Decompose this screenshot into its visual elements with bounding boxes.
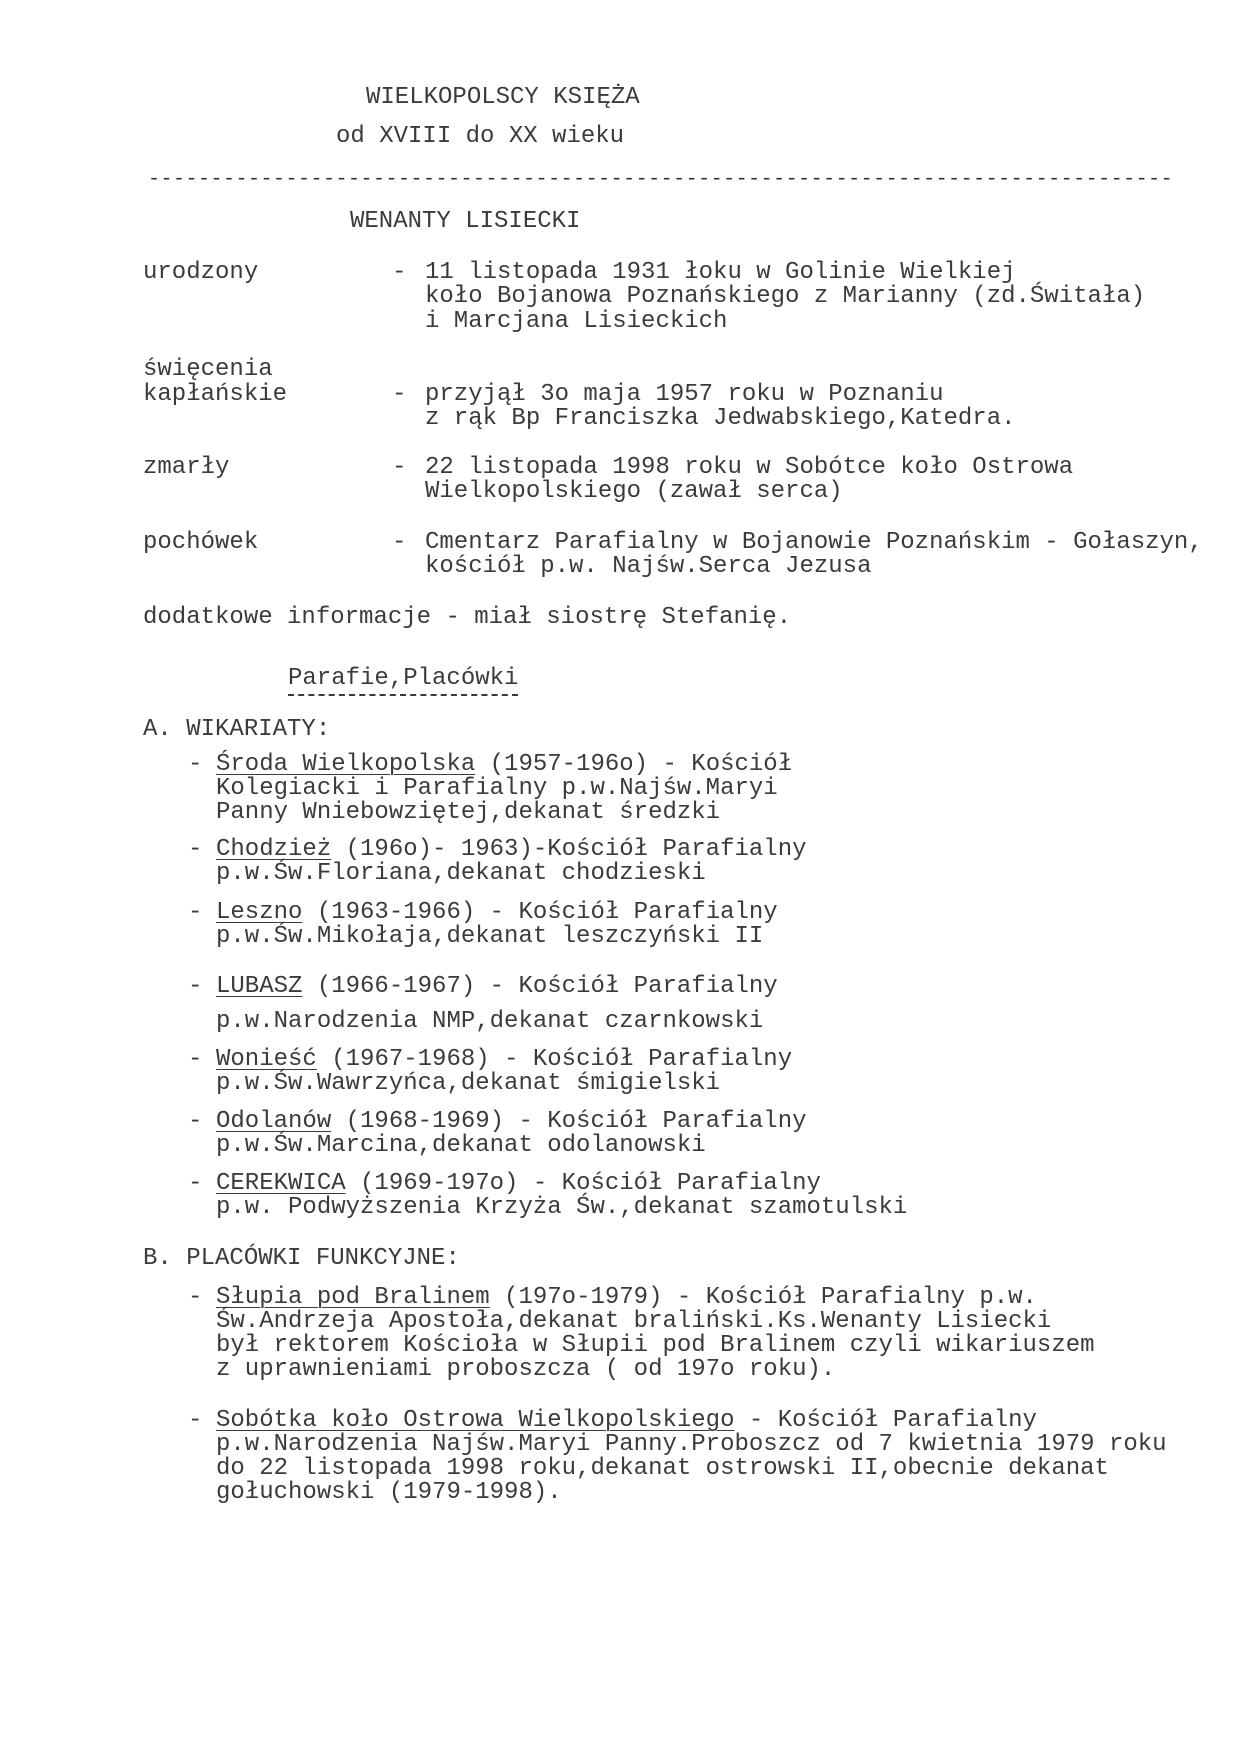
ordination-label-2: kapłańskie: [143, 381, 288, 408]
list-item: [216, 1110, 807, 1134]
item-text: - Kościół Parafialny: [734, 1407, 1037, 1434]
item-text: (1969-197o) - Kościół Parafialny: [345, 1170, 821, 1197]
list-bullet: -: [188, 973, 203, 1000]
list-item: [216, 975, 778, 999]
extra-info: dodatkowe informacje - miał siostrę Stefanię.: [143, 604, 792, 631]
item-line: p.w.Św.Floriana,dekanat chodzieski: [216, 860, 706, 887]
ordination-label-1: święcenia: [143, 356, 273, 383]
list-item: [216, 1172, 821, 1196]
section-heading-text: Parafie,Placówki: [288, 665, 518, 696]
place-name: CEREKWICA: [216, 1170, 346, 1197]
list-item: [216, 901, 778, 925]
born-dash: -: [392, 259, 407, 286]
list-item: [216, 1048, 792, 1072]
item-line: p.w.Narodzenia NMP,dekanat czarnkowski: [216, 1008, 764, 1035]
list-bullet: -: [188, 899, 203, 926]
born-line-3: i Marcjana Lisieckich: [425, 308, 728, 335]
list-bullet: -: [188, 1284, 203, 1311]
item-line: p.w. Podwyższenia Krzyża Św.,dekanat szamotulski: [216, 1194, 908, 1221]
ordination-line-2: z rąk Bp Franciszka Jedwabskiego,Katedra.: [425, 405, 1016, 432]
list-bullet: -: [188, 1108, 203, 1135]
item-line: p.w.Św.Wawrzyńca,dekanat śmigielski: [216, 1070, 721, 1097]
born-line-2: koło Bojanowa Poznańskiego z Marianny (zd.Świtała): [425, 283, 1146, 310]
item-line: do 22 listopada 1998 roku,dekanat ostrowski II,obecnie dekanat: [216, 1455, 1109, 1482]
died-label: zmarły: [143, 454, 230, 481]
item-line: z uprawnieniami proboszcza ( od 197o roku).: [216, 1356, 836, 1383]
placowki-heading: B. PLACÓWKI FUNKCYJNE:: [143, 1245, 460, 1272]
section-heading: [288, 667, 518, 691]
burial-line-2: kościół p.w. Najśw.Serca Jezusa: [425, 553, 872, 580]
place-name: Sobótka koło Ostrowa Wielkopolskiego: [216, 1407, 735, 1434]
place-name: Chodzież: [216, 836, 332, 863]
item-text: (196o)- 1963)-Kościół Parafialny: [331, 836, 807, 863]
list-bullet: -: [188, 1407, 203, 1434]
item-text: (1967-1968) - Kościół Parafialny: [316, 1046, 793, 1073]
died-dash: -: [392, 454, 407, 481]
list-item: [216, 838, 807, 862]
wikariaty-heading: A. WIKARIATY:: [143, 716, 331, 743]
place-name: Leszno: [216, 899, 303, 926]
burial-dash: -: [392, 529, 407, 556]
ordination-dash: -: [392, 381, 407, 408]
list-item: [216, 1409, 1037, 1433]
item-text: (1966-1967) - Kościół Parafialny: [302, 973, 778, 1000]
separator-line: ----------------------------------------------------------------------------------: [148, 168, 1174, 191]
born-line-1: 11 listopada 1931 łoku w Golinie Wielkiej: [425, 259, 1016, 286]
item-line: gołuchowski (1979-1998).: [216, 1479, 562, 1506]
place-name: Wonieść: [216, 1046, 317, 1073]
item-text: (1957-196o) - Kościół: [475, 751, 793, 778]
list-item: [216, 753, 792, 777]
document-subtitle: od XVIII do XX wieku: [336, 123, 625, 150]
item-text: (1963-1966) - Kościół Parafialny: [302, 899, 778, 926]
item-line: p.w.Św.Marcina,dekanat odolanowski: [216, 1132, 706, 1159]
place-name: Odolanów: [216, 1108, 332, 1135]
item-line: p.w.Narodzenia Najśw.Maryi Panny.Proboszcz od 7 kwietnia 1979 roku: [216, 1431, 1167, 1458]
person-name: WENANTY LISIECKI: [350, 208, 581, 235]
list-bullet: -: [188, 836, 203, 863]
burial-line-1: Cmentarz Parafialny w Bojanowie Poznańskim - Gołaszyn,: [425, 529, 1203, 556]
item-line: Kolegiacki i Parafialny p.w.Najśw.Maryi: [216, 775, 778, 802]
born-label: urodzony: [143, 259, 259, 286]
item-text: (1968-1969) - Kościół Parafialny: [331, 1108, 807, 1135]
burial-label: pochówek: [143, 529, 259, 556]
ordination-line-1: przyjął 3o maja 1957 roku w Poznaniu: [425, 381, 944, 408]
died-line-1: 22 listopada 1998 roku w Sobótce koło Ostrowa: [425, 454, 1074, 481]
item-line: p.w.Św.Mikołaja,dekanat leszczyński II: [216, 923, 764, 950]
item-text: (197o-1979) - Kościół Parafialny p.w.: [489, 1284, 1037, 1311]
document-title: WIELKOPOLSCY KSIĘŻA: [366, 84, 640, 111]
place-name: Środa Wielkopolska: [216, 751, 476, 778]
place-name: Słupia pod Bralinem: [216, 1284, 490, 1311]
list-bullet: -: [188, 751, 203, 778]
item-line: był rektorem Kościoła w Słupii pod Bralinem czyli wikariuszem: [216, 1332, 1095, 1359]
died-line-2: Wielkopolskiego (zawał serca): [425, 478, 843, 505]
list-bullet: -: [188, 1046, 203, 1073]
item-line: Św.Andrzeja Apostoła,dekanat braliński.Ks.Wenanty Lisiecki: [216, 1308, 1052, 1335]
place-name: LUBASZ: [216, 973, 303, 1000]
list-bullet: -: [188, 1170, 203, 1197]
item-line: Panny Wniebowziętej,dekanat średzki: [216, 799, 721, 826]
list-item: [216, 1286, 1037, 1310]
